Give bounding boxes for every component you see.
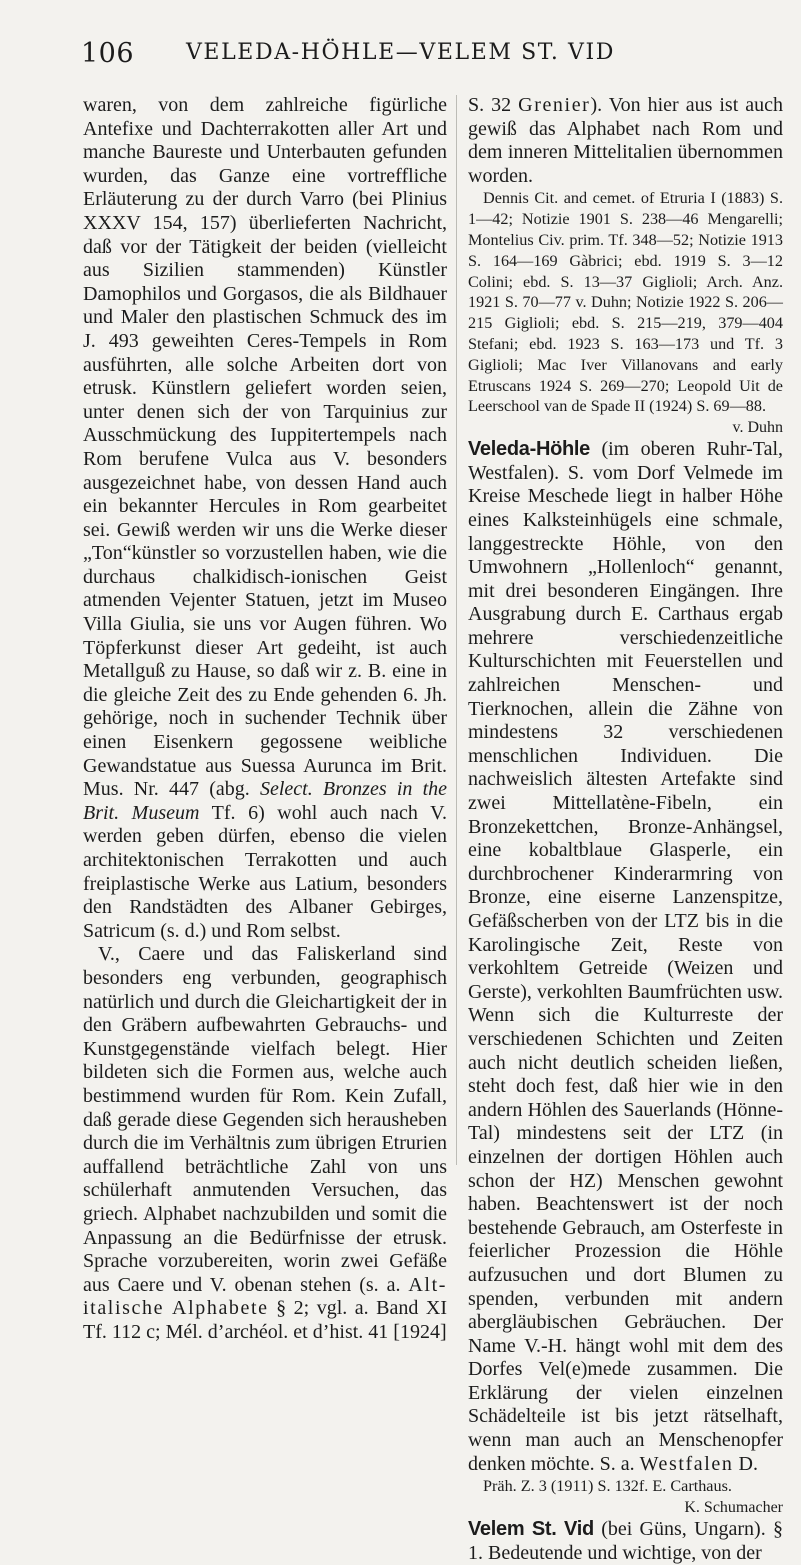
bibliography-veii: Dennis Cit. and cemet. of Etruria I (1883) S. 1—42; Notizie 1901 S. 238—46 Mengarelli; Montelius Civ. prim. Tf. 348—52; Notizie 1913 S. 164—169 Gàbrici; ebd. 1919 S. 3—12 Colini; ebd. S. 13—37 Giglioli; Arch. Anz. 1921 S. 70—77 v. Duhn; Notizie 1922 S. 206—215 Giglioli; ebd. S. 215—219, 379—404 Stefani; ebd. 1923 S. 163—173 und Tf. 3 Giglioli; Mac Iver Villanovans and early Etruscans 1924 S. 269—270; Leopold Uit de Leerschool van de Spade II (1924) S. 69—88.	[468, 189, 783, 416]
running-head: VELEDA-HÖHLE—VELEM ST. VID	[185, 40, 616, 65]
paragraph-vulca-text: waren, von dem zahlreiche figürliche Antefixe und Dachterrakotten aller Art und manche Baureste und Unterbauten gefunden wurden, das Ganze eine vortreffliche Erläuterung zu der durch Varro (bei Plinius XXXV 154, 157) überlieferten Nachricht, daß vor der Tätigkeit der beiden (vielleicht aus Sizilien stammenden) Künstler Damophilos und Gorgasos, die als Bildhauer und Maler den plastischen Schmuck des im J. 493 geweihten Ceres-Tempels in Rom ausführten, alle solche Arbeiten dort von etrusk. Künstlern geliefert worden seien, unter denen sich der von Tarquinius zur Ausschmückung des Iuppitertempels nach Rom berufene Vulca aus V. besonders ausgezeichnet habe, von dessen Hand auch ein bekannter Hercules in Rom gearbeitet sei. Gewiß werden wir uns die Werke dieser „Ton“künstler so vorzustellen haben, wie die durchaus chalkidisch-ionischen Geist atmenden Vejenter Statuen, jetzt im Museo Villa Giulia, sie uns vor Augen führen. Wo Töpferkunst dieser Art gedeiht, ist auch Metallguß zu Hause, so daß wir z. B. eine in die gleiche Zeit des zu Ende gehenden 6. Jh. gehörige, noch in suchender Technik über einen Eisenkern gegossene weibliche Gewandstatue aus Suessa Aurunca im Brit. Mus. Nr. 447 (abg.	[83, 94, 447, 801]
column-divider	[456, 95, 457, 1165]
paragraph-alphabet-end: § 2; vgl. a. Band XI Tf. 112 c; Mél. d’archéol. et d’hist. 41 [1924]	[83, 1297, 448, 1343]
bibliography-veleda: Präh. Z. 3 (1911) S. 132f. E. Carthaus.	[483, 1477, 732, 1496]
paragraph-vulca-end: Tf. 6) wohl auch nach V. werden geben dürfen, ebenso die vielen architektonischen Terrakotten und auch freiplastische Werke aus Latium, besonders den Randstädten des Albaner Gebirges, Satricum (s. d.) und Rom selbst.	[83, 801, 447, 942]
entry-veleda-end: D.	[738, 1452, 758, 1475]
entry-velem	[468, 1518, 783, 1565]
right-column	[468, 94, 783, 1565]
left-column	[83, 94, 447, 1344]
author-grenier: Grenier	[518, 94, 591, 116]
headword-velem-st-vid: Velem St. Vid	[468, 1518, 594, 1541]
signature-v-duhn: v. Duhn	[732, 419, 783, 437]
book-title-italic: Select. Bronzes in the Brit. Museum	[83, 778, 448, 824]
headword-veleda-hoehle: Veleda-Höhle	[468, 438, 590, 461]
entry-veleda	[468, 438, 783, 1476]
paragraph-vulca	[83, 94, 447, 943]
entry-veleda-text: (im oberen Ruhr-Tal, Westfalen). S. vom Dorf Velmede im Kreise Meschede liegt in halber Höhe eines Kalksteinhügels eine schmale, langgestreckte Höhle, von den Umwohnern „Hollenloch“ genannt, mit drei besonderen Eingängen. Ihre Ausgrabung durch E. Carthaus ergab mehrere verschiedenzeitliche Kulturschichten mit Feuerstellen und zahlreichen Menschen- und Tierknochen, allein die Zähne von mindestens 32 verschiedenen menschlichen Individuen. Die nachweislich ältesten Artefakte sind zwei Mittellatène-Fibeln, ein Bronzekettchen, Bronze-Anhängsel, eine kobaltblaue Glasperle, ein durchbrochener Kinderarmring von Bronze, eine eiserne Lanzenspitze, Gefäßscherben von der LTZ bis in die Karolingische Zeit, Reste von verkohltem Getreide (Weizen und Gerste), verkohlten Baumfrüchten usw. Wenn sich die Kulturreste der verschiedenen Schichten und Zeiten auch nicht deutlich scheiden ließen, steht doch fest, daß hier wie in den andern Höhlen des Sauerlands (Hönne-Tal) mindestens seit der LTZ (in einzelnen der dortigen Höhlen auch schon der HZ) Menschen gewohnt haben. Beachtenswert ist der noch bestehende Gebrauch, am Osterfeste in feierlicher Prozession die Höhle aufzusuchen und dort Blumen zu spenden, verbunden mit andern abergläubischen Gebräuchen. Der Name V.-H. hängt wohl mit dem des Dorfes Vel(e)mede zusammen. Die Erklärung der vielen einzelnen Schädelteile ist bis jetzt rätselhaft, wenn man auch an Menschenopfer denken möchte. S. a.	[468, 438, 784, 1475]
paragraph-alphabet-text: V., Caere und das Faliskerland sind besonders eng verbunden, geographisch natürlich und durch die Gleichartigkeit der in den Gräbern aufbewahrten Gebrauchs- und Kunstgegenstände vielfach belegt. Hier bildeten sich die Formen aus, welche auch bestimmend wurden für Rom. Kein Zufall, daß gerade diese Gegenden sich herausheben durch die im Verhältnis zum übrigen Etrurien auffallend beträchtliche Zahl von uns schülerhaft anmutenden Versuchen, das griech. Alphabet nachzubilden und somit die Anpassung an die Bedürfnisse der etrusk. Sprache vorzubereiten, worin zwei Gefäße aus Caere und V. obenan stehen (s. a.	[83, 943, 447, 1296]
cross-reference-spaced: Alt-italische Alphabete	[83, 1273, 448, 1320]
entry-velem-text: (bei Güns, Ungarn). § 1. Bedeutende und wichtige, von der	[468, 1518, 783, 1564]
continuation-start: S. 32	[468, 94, 512, 116]
page-number: 106	[81, 38, 135, 69]
paragraph-alphabet	[83, 943, 447, 1344]
continuation-text: ). Von hier aus ist auch gewiß das Alphabet nach Rom und dem inneren Mittelitalien übernommen worden.	[468, 94, 784, 187]
cross-reference-westfalen: Westfalen	[639, 1452, 734, 1475]
paragraph-continuation	[468, 94, 783, 188]
signature-k-schumacher: K. Schumacher	[684, 1499, 783, 1517]
page-header	[0, 38, 801, 78]
